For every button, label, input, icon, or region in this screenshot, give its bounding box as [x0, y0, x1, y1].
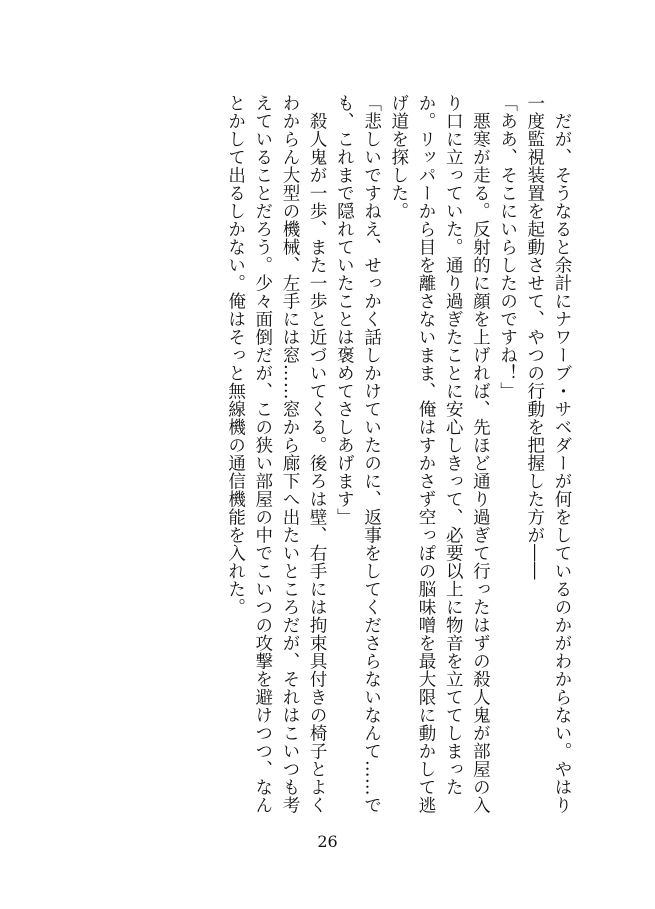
- paragraph-narration: 殺人鬼が一歩、また一歩と近づいてくる。後ろは壁、右手には拘束具付きの椅子とよくわからん大型の機械、左手には窓……窓から廊下へ出たいところだが、それはこいつも考えていることだろう。少々面倒だが、この狭い部屋の中でこいつの攻撃を避けつつ、なんとかして出るしかない。俺はそっと無線機の通信機能を入れた。: [225, 94, 328, 814]
- vertical-text-body: [70, 94, 575, 814]
- paragraph-dialogue: 「ああ、そこにいらしたのですね！」: [497, 94, 518, 400]
- paragraph-narration: 悪寒が走る。反射的に顔を上げれば、先ほど通り過ぎて行ったはずの殺人鬼が部屋の入り口に立っていた。通り過ぎたことに安心しきって、必要以上に物音を立ててしまったか。リッパーから目を離さないまま、俺はすかさず空っぽの脳味噌を最大限に動かして逃げ道を探した。: [388, 94, 491, 814]
- page-number: 26: [317, 832, 338, 851]
- paragraph-dialogue: 「悲しいですねえ、せっかく話しかけていたのに、返事をしてくださらないなんて……でも、これまで隠れていたことは褒めてさしあげます」: [334, 94, 382, 814]
- paragraph-narration: だが、そうなると余計にナワーブ・サベダーが何をしているのかがわからない。やはり一度監視装置を起動させて、やつの行動を把握した方が――: [524, 94, 572, 814]
